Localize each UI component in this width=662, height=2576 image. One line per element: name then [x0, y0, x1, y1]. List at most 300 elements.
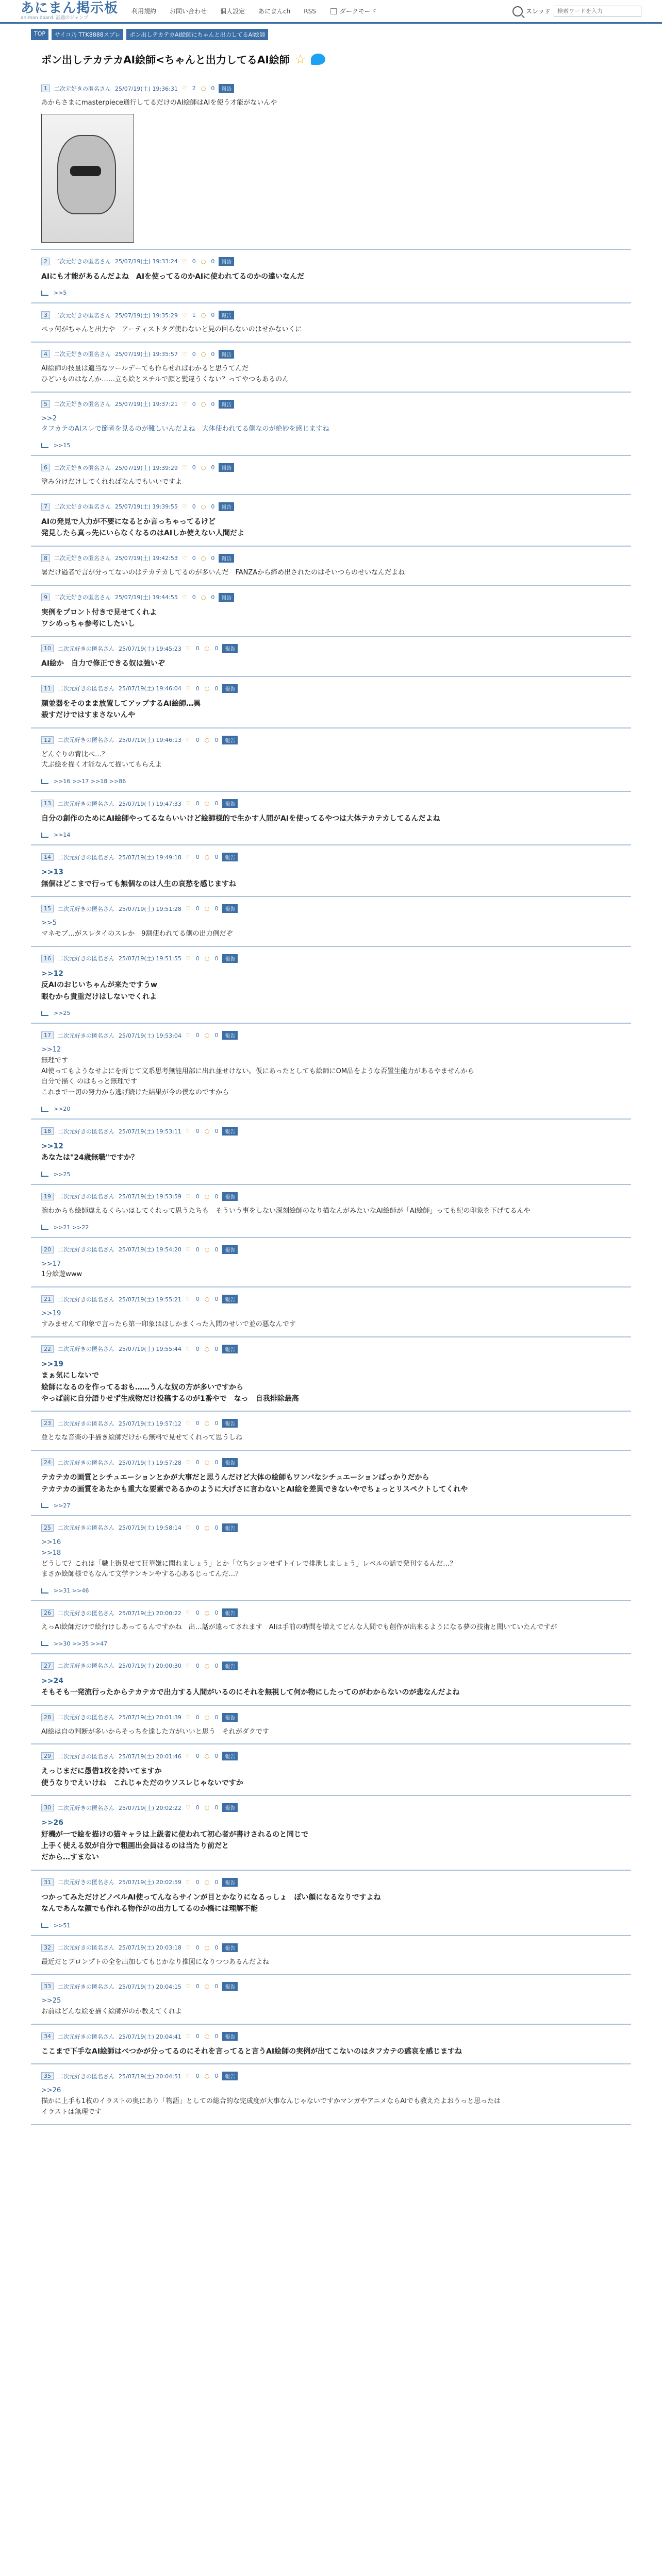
search-icon[interactable] [512, 6, 523, 16]
post-text: 顔並器をそのまま放置してアップするAI絵師…異 殺すだけではすまさないんや [41, 699, 201, 720]
bubble-icon[interactable]: ○ [204, 854, 210, 861]
post-number[interactable]: 31 [41, 1878, 54, 1886]
like-count: 0 [195, 1246, 200, 1253]
post-number[interactable]: 15 [41, 905, 54, 912]
bubble-icon[interactable]: ○ [204, 1420, 210, 1427]
reply-anchor[interactable]: >>17 [41, 1260, 61, 1268]
post-number[interactable]: 16 [41, 955, 54, 962]
bubble-icon[interactable]: ○ [204, 2073, 210, 2080]
report-button[interactable]: 報告 [222, 799, 238, 808]
nav-terms[interactable]: 利用規約 [131, 8, 157, 15]
post-text: ここまで下手なAI絵師はべつかが分ってるのにそれを言ってると言うAI絵師の実例が出てこないのはタフカテの惑哀を感じますね [41, 2047, 462, 2056]
bubble-count: 0 [214, 2073, 219, 2080]
breadcrumb-category[interactable]: サイコ乃 TTK8888スブレ [52, 29, 123, 40]
bubble-count: 0 [214, 1944, 219, 1951]
reply-link-text[interactable]: >>14 [54, 832, 71, 839]
bubble-count: 0 [214, 800, 219, 807]
post-meta [41, 593, 621, 602]
bubble-count: 0 [214, 1662, 219, 1669]
post-text: えっAI絵師だけで絵行けしあってるんですかね 出…話が遠ってされます AIは手前の時間を増えてどんな人間でも創作が出来るようになる夢の技術と聞いていたんですが [41, 1623, 557, 1632]
report-button[interactable]: 報告 [222, 1713, 238, 1722]
post-number[interactable]: 1 [41, 84, 50, 92]
search-input[interactable] [554, 6, 641, 17]
post-number[interactable]: 11 [41, 685, 54, 692]
like-icon[interactable]: ♡ [185, 2033, 191, 2040]
post-text: 最近だとブロンプトの全を出加してもじかなり推図になりつつあるんだよね [41, 1958, 270, 1966]
bubble-icon[interactable]: ○ [201, 312, 206, 319]
like-icon[interactable]: ♡ [185, 1296, 191, 1303]
bubble-icon[interactable]: ○ [204, 1662, 210, 1669]
like-icon[interactable]: ♡ [185, 1753, 191, 1760]
bubble-icon[interactable]: ○ [204, 905, 210, 912]
bubble-icon[interactable]: ○ [201, 350, 206, 358]
bubble-icon[interactable]: ○ [204, 1524, 210, 1531]
bubble-icon[interactable]: ○ [204, 1128, 210, 1135]
post-number[interactable]: 19 [41, 1193, 54, 1200]
like-icon[interactable]: ♡ [185, 645, 191, 652]
like-icon[interactable]: ♡ [185, 1345, 191, 1352]
reply-links[interactable] [41, 1502, 621, 1509]
like-icon[interactable]: ♡ [181, 258, 187, 265]
like-icon[interactable]: ♡ [185, 1944, 191, 1951]
report-button[interactable]: 報告 [222, 1878, 238, 1887]
post-author: 二次元好きの匿名さん [54, 594, 111, 601]
reply-links[interactable] [41, 1640, 621, 1647]
reply-links[interactable] [41, 1587, 621, 1594]
post-text: AI絵師の技量は適当なツールデーても作らせればわかると思うてんだ ひどいものはなんか……立ち絵とスチルで顔と髪違うくない？ってやつもあるのん [41, 364, 289, 383]
report-button[interactable]: 報告 [219, 554, 234, 563]
bubble-icon[interactable]: ○ [204, 1609, 210, 1617]
like-icon[interactable]: ♡ [181, 594, 187, 601]
post-author: 二次元好きの匿名さん [54, 503, 111, 511]
like-count: 0 [195, 2073, 200, 2080]
like-icon[interactable]: ♡ [185, 1193, 191, 1200]
post-number[interactable]: 26 [41, 1609, 54, 1617]
site-logo[interactable] [21, 2, 118, 21]
post-body [41, 1537, 621, 1580]
reply-anchor[interactable]: >>25 [41, 1997, 61, 2005]
report-button[interactable]: 報告 [222, 1943, 238, 1952]
like-icon[interactable]: ♡ [185, 1246, 191, 1253]
post-date: 25/07/19(土) 19:47:33 [119, 800, 181, 807]
bubble-icon[interactable]: ○ [204, 1804, 210, 1811]
post [31, 845, 631, 897]
bubble-icon[interactable]: ○ [201, 400, 206, 408]
post [31, 547, 631, 586]
reply-icon [41, 1107, 48, 1112]
like-icon[interactable]: ♡ [181, 350, 187, 358]
thread-content [31, 46, 631, 2125]
post [31, 2025, 631, 2064]
post-text: AIの発見で人力が不要になるとか言っちゃってるけど 発見したら真っ先にいらなくなるのはAIしか使えない人間だよ [41, 517, 245, 538]
like-icon[interactable]: ♡ [185, 1609, 191, 1617]
bubble-icon[interactable]: ○ [204, 800, 210, 807]
report-button[interactable]: 報告 [222, 1295, 238, 1303]
bubble-icon[interactable]: ○ [201, 554, 206, 562]
like-icon[interactable]: ♡ [181, 464, 187, 471]
post-number[interactable]: 5 [41, 400, 50, 408]
report-button[interactable]: 報告 [222, 1523, 238, 1532]
thread-title-row [31, 46, 631, 77]
post-text: そもそも一発流行ったからテカテカで出力する人間がいるのにそれを無視して何か物にしたってのがわからないのが悲なんだよね [41, 1688, 460, 1697]
post-author: 二次元好きの匿名さん [54, 258, 111, 265]
like-icon[interactable]: ♡ [185, 1804, 191, 1811]
like-icon[interactable]: ♡ [185, 1878, 191, 1886]
post-text: 無個はどこまで行っても無個なのは人生の哀愁を感じますね [41, 879, 236, 888]
like-icon[interactable]: ♡ [185, 1459, 191, 1466]
post-author: 二次元好きの匿名さん [58, 905, 114, 912]
post-number[interactable]: 4 [41, 350, 50, 358]
post-number[interactable]: 24 [41, 1459, 54, 1466]
bubble-icon[interactable]: ○ [201, 85, 206, 92]
post-date: 25/07/19(土) 20:02:59 [119, 1879, 181, 1886]
reply-icon [41, 1923, 48, 1928]
like-icon[interactable]: ♡ [185, 1128, 191, 1135]
post-number[interactable]: 35 [41, 2072, 54, 2080]
bubble-icon[interactable]: ○ [204, 1753, 210, 1760]
post-reactions [182, 401, 214, 408]
post-meta [41, 400, 621, 409]
post-text: 実例をプロント付きで見せてくれよ ワシめっちゃ参考にしたいし [41, 608, 157, 628]
bubble-icon[interactable]: ○ [201, 464, 206, 471]
bubble-count: 0 [211, 312, 215, 319]
post-number[interactable]: 12 [41, 736, 54, 744]
report-button[interactable]: 報告 [219, 502, 234, 511]
bubble-icon[interactable]: ○ [201, 594, 206, 601]
post-number[interactable]: 22 [41, 1345, 54, 1353]
report-button[interactable]: 報告 [222, 1458, 238, 1467]
like-count: 0 [195, 1193, 200, 1200]
bubble-icon[interactable]: ○ [201, 503, 206, 510]
report-button[interactable]: 報告 [222, 853, 238, 861]
post [31, 1451, 631, 1516]
reply-links[interactable] [41, 442, 621, 449]
post-date: 25/07/19(土) 19:33:24 [115, 258, 178, 265]
report-button[interactable]: 報告 [222, 2032, 238, 2041]
post-number[interactable]: 27 [41, 1662, 54, 1670]
like-count: 0 [195, 1878, 200, 1886]
like-icon[interactable]: ♡ [185, 854, 191, 861]
report-button[interactable]: 報告 [222, 644, 238, 653]
like-count: 0 [195, 1609, 200, 1617]
reply-icon [41, 443, 48, 448]
post-reactions [182, 503, 214, 510]
post-number[interactable]: 13 [41, 800, 54, 807]
post-author: 二次元好きの匿名さん [58, 2033, 114, 2040]
nav-settings[interactable]: 個人設定 [220, 8, 245, 15]
like-count: 0 [192, 594, 196, 601]
report-button[interactable]: 報告 [222, 1662, 238, 1670]
favorite-star-icon[interactable]: ☆ [294, 52, 306, 66]
post-reactions [186, 1193, 218, 1200]
post-date: 25/07/19(土) 19:35:57 [115, 351, 178, 358]
like-icon[interactable]: ♡ [185, 685, 191, 692]
report-button[interactable]: 報告 [219, 84, 234, 93]
reply-anchor[interactable]: >>13 [41, 868, 63, 877]
post-author: 二次元好きの匿名さん [58, 1032, 114, 1039]
post [31, 1654, 631, 1706]
bubble-icon[interactable]: ○ [204, 1459, 210, 1466]
nav-animanch[interactable]: あにまんch [258, 8, 291, 15]
post-number[interactable]: 9 [41, 594, 50, 601]
like-icon[interactable]: ♡ [181, 554, 187, 562]
reply-anchor[interactable]: >>19 [41, 1310, 61, 1318]
post-author: 二次元好きの匿名さん [58, 1879, 114, 1886]
report-button[interactable]: 報告 [222, 2072, 238, 2080]
bubble-icon[interactable]: ○ [204, 685, 210, 692]
report-button[interactable]: 報告 [219, 463, 234, 472]
reply-link-text[interactable]: >>20 [54, 1106, 71, 1113]
post [31, 1871, 631, 1936]
post [31, 1744, 631, 1796]
reply-link-text[interactable]: >>27 [54, 1502, 71, 1509]
search-scope[interactable]: スレッド [526, 8, 551, 15]
reply-anchor[interactable]: >>26 [41, 1819, 63, 1827]
post-number[interactable]: 23 [41, 1419, 54, 1427]
post-date: 25/07/19(土) 19:54:20 [119, 1246, 181, 1253]
reply-anchor[interactable]: >>24 [41, 1676, 63, 1685]
like-icon[interactable]: ♡ [185, 2073, 191, 2080]
reply-links[interactable] [41, 1106, 621, 1112]
post-number[interactable]: 14 [41, 853, 54, 861]
post-number[interactable]: 7 [41, 503, 50, 511]
post-reactions [186, 1753, 218, 1759]
post-date: 25/07/19(土) 19:35:29 [115, 312, 178, 319]
report-button[interactable]: 報告 [222, 1245, 238, 1254]
post-body [41, 271, 621, 282]
bubble-icon[interactable]: ○ [204, 645, 210, 652]
like-icon[interactable]: ♡ [185, 800, 191, 807]
report-button[interactable]: 報告 [222, 736, 238, 744]
like-icon[interactable]: ♡ [181, 400, 187, 408]
report-button[interactable]: 報告 [222, 1982, 238, 1991]
post-reactions [186, 955, 218, 962]
reply-anchor[interactable]: >>12 [41, 1046, 61, 1054]
report-button[interactable]: 報告 [222, 1345, 238, 1353]
reply-link-text[interactable]: >>31 >>46 [54, 1587, 89, 1595]
like-count: 2 [192, 85, 196, 92]
breadcrumb-top[interactable]: TOP [31, 29, 48, 40]
report-button[interactable]: 報告 [222, 1192, 238, 1201]
post-body [41, 1622, 621, 1633]
reply-link-text[interactable]: >>16 >>17 >>18 >>86 [54, 778, 126, 785]
post-reactions [186, 685, 218, 692]
post-text: マネモブ…がスレタイのスレか 9割使われてる側の出力例だぞ [41, 930, 233, 938]
bubble-icon[interactable]: ○ [204, 2033, 210, 2040]
reply-link-text[interactable]: >>25 [54, 1171, 71, 1178]
nav-rss[interactable]: RSS [304, 7, 316, 15]
post [31, 947, 631, 1024]
like-icon[interactable]: ♡ [185, 1032, 191, 1039]
post [31, 728, 631, 792]
report-button[interactable]: 報告 [219, 350, 234, 359]
like-icon[interactable]: ♡ [181, 312, 187, 319]
post-author: 二次元好きの匿名さん [58, 854, 114, 861]
bubble-count: 0 [214, 905, 219, 912]
report-button[interactable]: 報告 [222, 904, 238, 913]
post-reactions [182, 85, 214, 92]
bubble-count: 0 [214, 854, 219, 861]
post-reactions [186, 1420, 218, 1427]
post-number[interactable]: 17 [41, 1031, 54, 1039]
reply-links[interactable] [41, 1171, 621, 1178]
report-button[interactable]: 報告 [222, 1031, 238, 1040]
breadcrumb-thread[interactable]: ポン出しテカテカAI絵師にちゃんと出力してるAI絵師 [126, 29, 268, 40]
post-body [41, 1309, 621, 1330]
like-count: 0 [192, 350, 196, 358]
post-number[interactable]: 20 [41, 1246, 54, 1253]
bubble-count: 0 [214, 1459, 219, 1466]
post-body [41, 698, 621, 721]
like-icon[interactable]: ♡ [185, 905, 191, 912]
post-number[interactable]: 18 [41, 1127, 54, 1135]
post-number[interactable]: 21 [41, 1295, 54, 1303]
reply-anchor[interactable]: >>19 [41, 1360, 63, 1368]
like-icon[interactable]: ♡ [185, 1420, 191, 1427]
bubble-icon[interactable]: ○ [204, 1246, 210, 1253]
reply-links[interactable] [41, 1224, 621, 1231]
nav-contact[interactable]: お問い合わせ [170, 8, 207, 15]
bubble-count: 0 [214, 1753, 219, 1760]
post-meta [41, 257, 621, 266]
like-icon[interactable]: ♡ [181, 503, 187, 510]
reply-links[interactable] [41, 1922, 621, 1929]
post-date: 25/07/19(土) 19:45:23 [119, 645, 181, 652]
reply-anchor[interactable]: >>26 [41, 2087, 61, 2095]
report-button[interactable]: 報告 [222, 954, 238, 963]
reply-link-text[interactable]: >>15 [54, 442, 71, 449]
post-body [41, 1766, 621, 1789]
post-date: 25/07/19(土) 20:03:18 [119, 1944, 181, 1952]
post-body [41, 2046, 621, 2057]
reply-anchor[interactable]: >>12 [41, 969, 63, 978]
like-count: 0 [195, 1459, 200, 1466]
reply-anchor[interactable]: >>16 >>18 [41, 1538, 61, 1557]
post-date: 25/07/19(土) 20:04:51 [119, 2073, 181, 2080]
post-body [41, 1817, 621, 1863]
post-image[interactable] [41, 114, 134, 243]
bubble-icon[interactable]: ○ [204, 955, 210, 962]
reply-anchor[interactable]: >>12 [41, 1142, 63, 1151]
like-icon[interactable]: ♡ [185, 955, 191, 962]
report-button[interactable]: 報告 [222, 684, 238, 693]
reply-anchor[interactable]: >>2 [41, 414, 57, 422]
post-body [41, 516, 621, 539]
reply-link-text[interactable]: >>30 >>35 >>47 [54, 1640, 108, 1647]
bubble-icon[interactable]: ○ [204, 1345, 210, 1352]
bubble-icon[interactable]: ○ [204, 1944, 210, 1951]
post-text: AI絵か 自力で修正できる奴は強いぞ [41, 659, 166, 668]
report-button[interactable]: 報告 [219, 257, 234, 266]
post-reactions [186, 1346, 218, 1352]
bubble-icon[interactable]: ○ [204, 1878, 210, 1886]
post [31, 1936, 631, 1975]
post-meta [41, 84, 621, 93]
post-number[interactable]: 8 [41, 554, 50, 562]
post-number[interactable]: 30 [41, 1804, 54, 1811]
reply-links[interactable] [41, 832, 621, 838]
report-button[interactable]: 報告 [222, 1419, 238, 1428]
bubble-count: 0 [214, 1714, 219, 1721]
like-icon[interactable]: ♡ [185, 1662, 191, 1669]
post-number[interactable]: 32 [41, 1944, 54, 1952]
post-number[interactable]: 6 [41, 464, 50, 471]
logo-text: あにまん掲示板 [21, 1, 119, 16]
report-button[interactable]: 報告 [222, 1752, 238, 1760]
post-number[interactable]: 2 [41, 258, 50, 265]
reply-link-text[interactable]: >>21 >>22 [54, 1224, 89, 1231]
bubble-count: 0 [211, 85, 215, 92]
like-count: 0 [192, 503, 196, 510]
like-icon[interactable]: ♡ [185, 1714, 191, 1721]
reply-link-text[interactable]: >>51 [54, 1922, 71, 1929]
post-date: 25/07/19(土) 20:00:30 [119, 1663, 181, 1670]
bubble-icon[interactable]: ○ [204, 1032, 210, 1039]
post-text: AIにも才能があるんだよね AIを使ってるのかAIに使われてるのかの違いなんだ [41, 272, 305, 281]
post-number[interactable]: 29 [41, 1752, 54, 1760]
like-icon[interactable]: ♡ [185, 736, 191, 743]
like-icon[interactable]: ♡ [181, 85, 187, 92]
dark-mode-toggle[interactable] [330, 7, 377, 15]
post-reactions [182, 351, 214, 358]
post-author: 二次元好きの匿名さん [58, 1296, 114, 1303]
bubble-icon[interactable]: ○ [201, 258, 206, 265]
reply-link-text[interactable]: >>25 [54, 1010, 71, 1017]
dark-mode-checkbox[interactable] [330, 8, 337, 14]
post-number[interactable]: 10 [41, 645, 54, 652]
post-body [41, 568, 621, 579]
reply-anchor[interactable]: >>5 [41, 919, 57, 927]
post [31, 1706, 631, 1745]
reply-link-text[interactable]: >>5 [54, 290, 67, 297]
report-button[interactable]: 報告 [222, 1127, 238, 1136]
bubble-icon[interactable]: ○ [204, 736, 210, 743]
reply-links[interactable] [41, 778, 621, 785]
post-number[interactable]: 25 [41, 1524, 54, 1532]
report-button[interactable]: 報告 [222, 1803, 238, 1812]
post-body [41, 1996, 621, 2018]
post-number[interactable]: 3 [41, 311, 50, 319]
bubble-icon[interactable]: ○ [204, 1983, 210, 1990]
post-number[interactable]: 33 [41, 1982, 54, 1990]
post-text: AI絵は自の判断が多いからそっちを達した方がいいと思う それがダクです [41, 1727, 269, 1736]
like-icon[interactable]: ♡ [185, 1524, 191, 1531]
post-body [41, 325, 621, 335]
report-button[interactable]: 報告 [219, 311, 234, 319]
post-meta [41, 1345, 621, 1353]
report-button[interactable]: 報告 [222, 1608, 238, 1617]
report-button[interactable]: 報告 [219, 593, 234, 602]
post-text: まぁ気にしないで 絵師になるのを作ってるおも……うんな奴の方が多いですから やっぱ前に自分語りせず生成物だけ投稿するのが1番やで なっ 自我排除最高 [41, 1371, 299, 1403]
post-body [41, 414, 621, 435]
post-body [41, 364, 621, 385]
bubble-icon[interactable]: ○ [204, 1193, 210, 1200]
post-meta [41, 684, 621, 693]
like-icon[interactable]: ♡ [185, 1983, 191, 1990]
post-date: 25/07/19(土) 19:46:13 [119, 737, 181, 743]
post-number[interactable]: 34 [41, 2032, 54, 2040]
twitter-share-icon[interactable] [311, 54, 325, 65]
reply-links[interactable] [41, 1010, 621, 1016]
reply-links[interactable] [41, 290, 621, 296]
bubble-icon[interactable]: ○ [204, 1714, 210, 1721]
post-date: 25/07/19(土) 19:49:18 [119, 854, 181, 861]
post-number[interactable]: 28 [41, 1714, 54, 1721]
post-reactions [186, 2073, 218, 2079]
post-meta [41, 1192, 621, 1201]
bubble-icon[interactable]: ○ [204, 1296, 210, 1303]
report-button[interactable]: 報告 [219, 400, 234, 409]
